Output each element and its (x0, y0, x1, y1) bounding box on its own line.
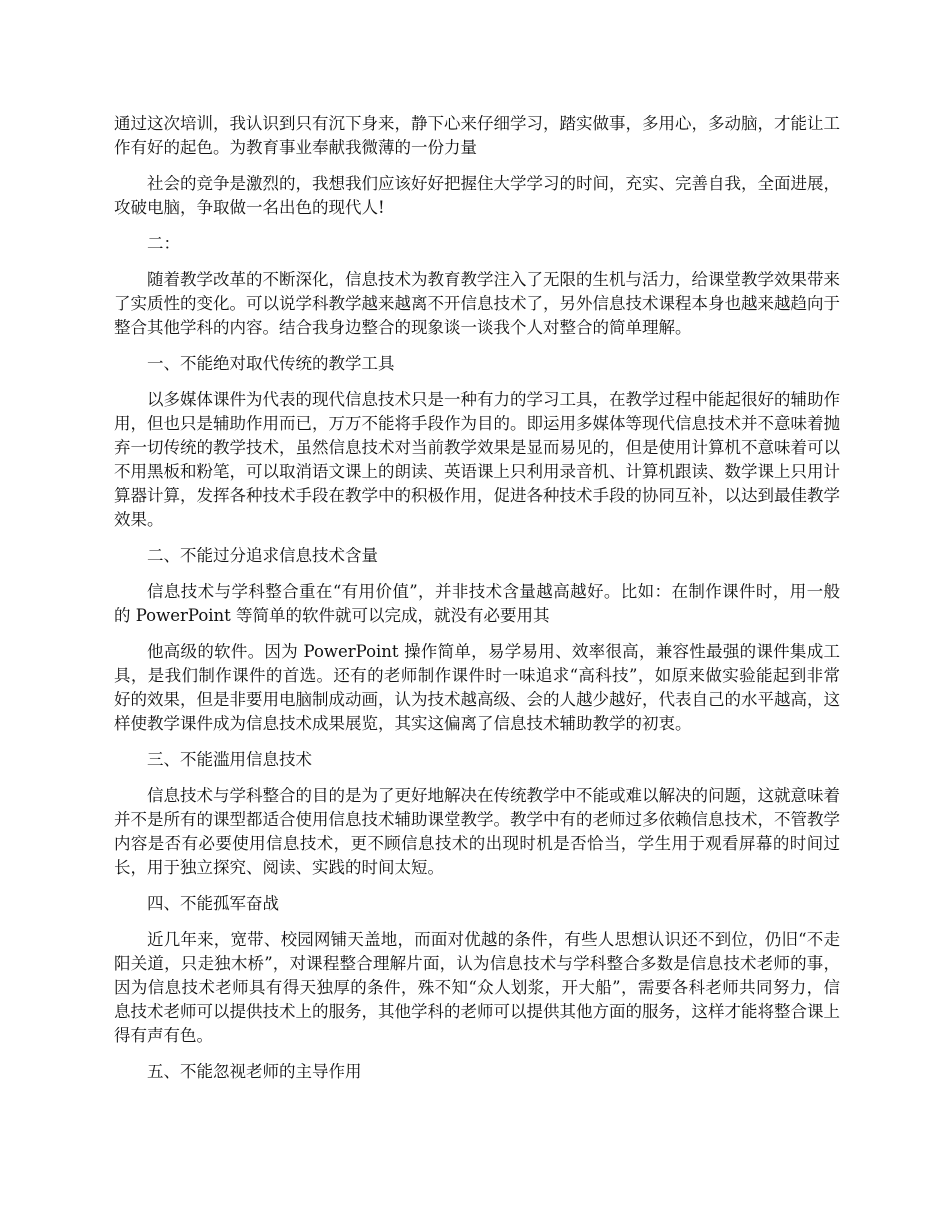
heading-point-five: 五、不能忽视老师的主导作用 (147, 1062, 362, 1081)
document-body (114, 112, 840, 1096)
paragraph-point-two-b: 他高级的软件。因为 PowerPoint 操作简单，易学易用、效率很高，兼容性最强的课件集成工具，是我们制作课件的首选。还有的老师制作课件时一味追求“高科技”，如原来做实验能起到非常好的效果，但是非要用电脑制成动画，认为技术越高级、会的人越少越好，代表自己的水平越高，这样使教学课件成为信息技术成果展览，其实这偏离了信息技术辅助教学的初衷。 (114, 642, 840, 733)
section-marker-two: 二： (147, 234, 180, 253)
paragraph-competition: 社会的竞争是激烈的，我想我们应该好好把握住大学学习的时间，充实、完善自我，全面进展，攻破电脑，争取做一名出色的现代人! (114, 174, 840, 217)
paragraph-point-two-a: 信息技术与学科整合重在“有用价值”，并非技术含量越高越好。比如：在制作课件时，用一般的 PowerPoint 等简单的软件就可以完成，就没有必要用其 (114, 582, 840, 625)
heading-point-one: 一、不能绝对取代传统的教学工具 (147, 354, 395, 373)
paragraph-intro-integration: 随着教学改革的不断深化，信息技术为教育教学注入了无限的生机与活力，给课堂教学效果带来了实质性的变化。可以说学科教学越来越离不开信息技术了，另外信息技术课程本身也越来越趋向于整合其他学科的内容。结合我身边整合的现象谈一谈我个人对整合的简单理解。 (114, 270, 840, 337)
paragraph-point-one: 以多媒体课件为代表的现代信息技术只是一种有力的学习工具，在教学过程中能起很好的辅助作用，但也只是辅助作用而已，万万不能将手段作为目的。即运用多媒体等现代信息技术并不意味着抛弃一切传统的教学技术，虽然信息技术对当前教学效果是显而易见的，但是使用计算机不意味着可以不用黑板和粉笔，可以取消语文课上的朗读、英语课上只利用录音机、计算机跟读、数学课上只用计算器计算，发挥各种技术手段在教学中的积极作用，促进各种技术手段的协同互补，以达到最佳教学效果。 (114, 390, 840, 529)
paragraph-training-reflection: 通过这次培训，我认识到只有沉下身来，静下心来仔细学习，踏实做事，多用心，多动脑，才能让工作有好的起色。为教育事业奉献我微薄的一份力量 (114, 114, 840, 157)
paragraph-point-four: 近几年来，宽带、校园网铺天盖地，而面对优越的条件，有些人思想认识还不到位，仍旧“不走阳关道，只走独木桥”，对课程整合理解片面，认为信息技术与学科整合多数是信息技术老师的事，因为信息技术老师具有得天独厚的条件，殊不知“众人划浆，开大船”，需要各科老师共同努力，信息技术老师可以提供技术上的服务，其他学科的老师可以提供其他方面的服务，这样才能将整合课上得有声有色。 (114, 930, 840, 1045)
paragraph-point-three: 信息技术与学科整合的目的是为了更好地解决在传统教学中不能或难以解决的问题，这就意味着并不是所有的课型都适合使用信息技术辅助课堂教学。教学中有的老师过多依赖信息技术，不管教学内容是否有必要使用信息技术，更不顾信息技术的出现时机是否恰当，学生用于观看屏幕的时间过长，用于独立探究、阅读、实践的时间太短。 (114, 786, 840, 877)
heading-point-four: 四、不能孤军奋战 (147, 894, 279, 913)
heading-point-two: 二、不能过分追求信息技术含量 (147, 546, 378, 565)
heading-point-three: 三、不能滥用信息技术 (147, 750, 312, 769)
